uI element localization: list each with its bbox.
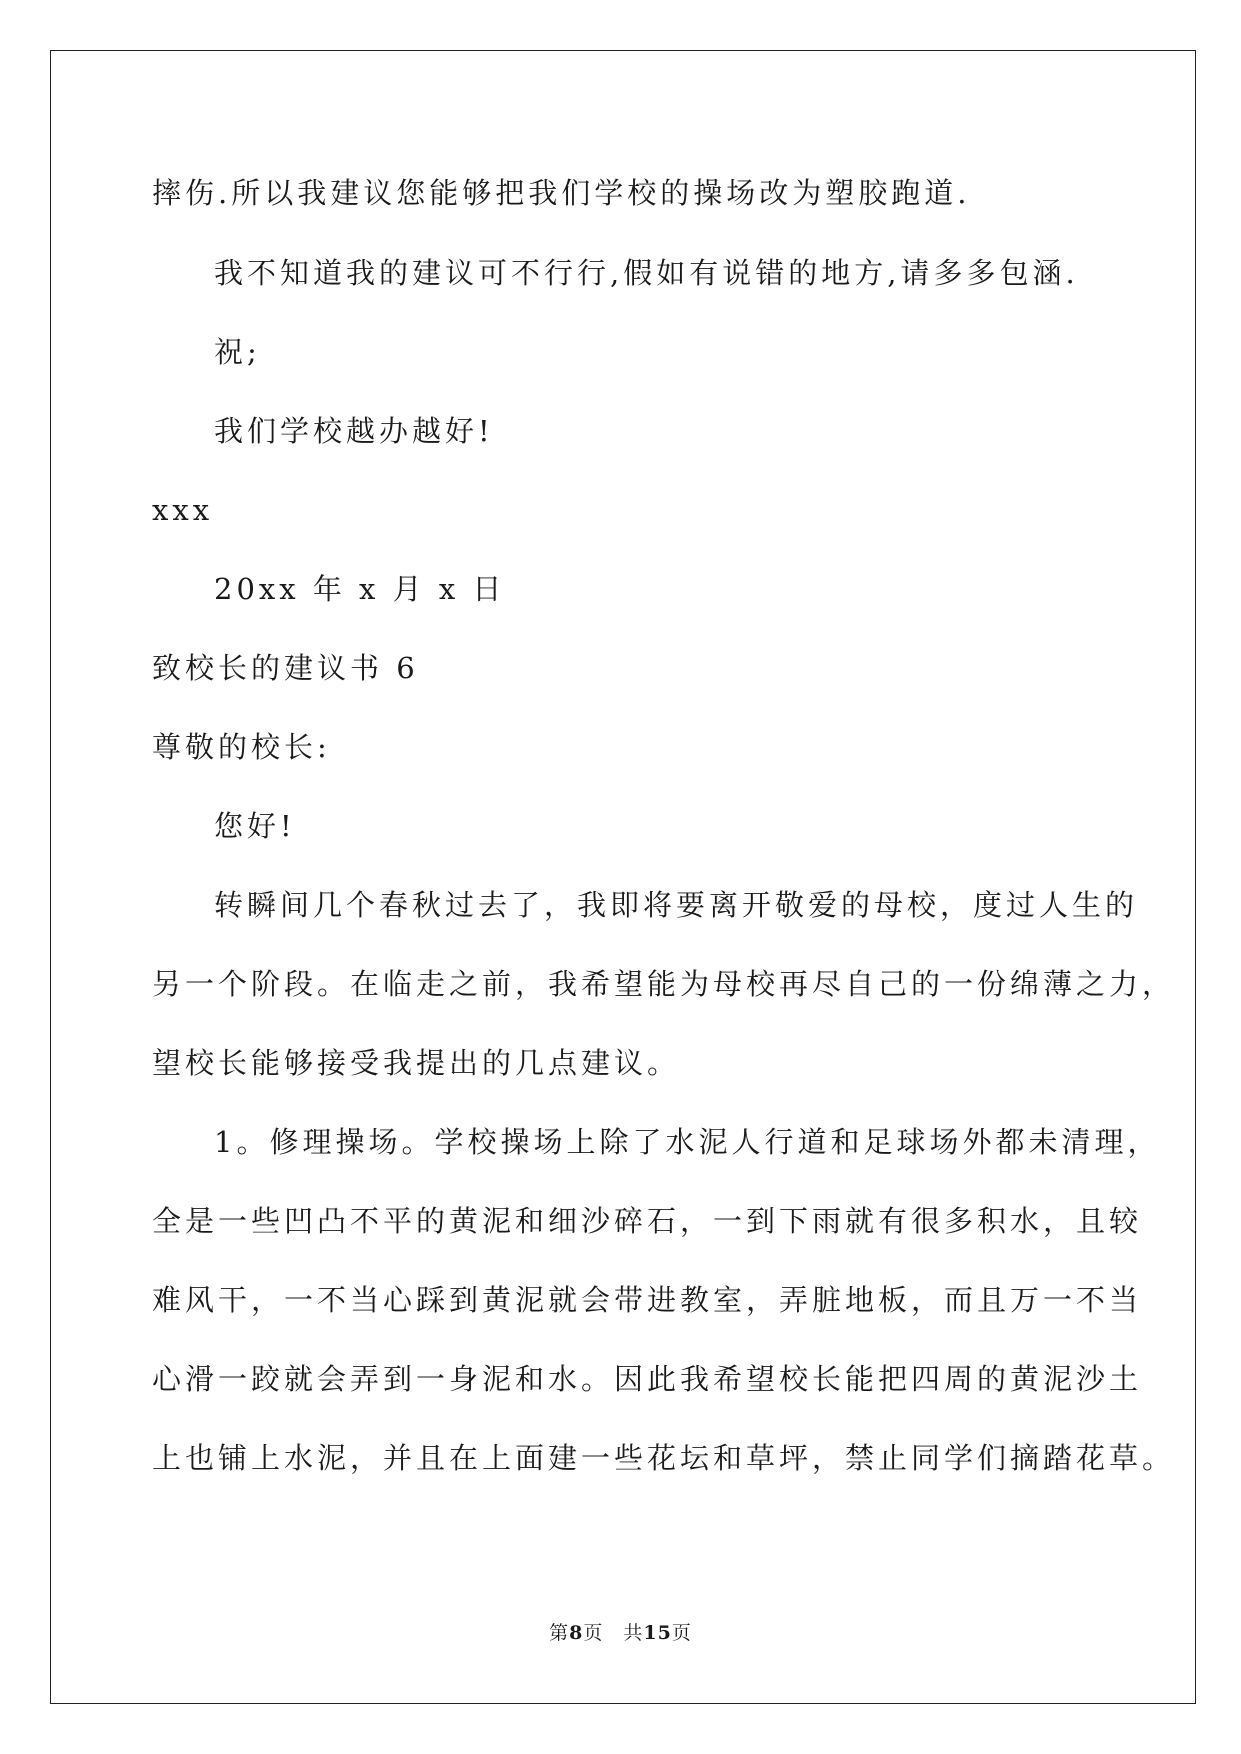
- signature: xxx: [152, 493, 214, 527]
- closing-wish: 祝;: [214, 335, 261, 369]
- paragraph-line: 全是一些凹凸不平的黄泥和细沙碎石，一到下雨就有很多积水，且较: [152, 1204, 1143, 1238]
- body-line-2: 我不知道我的建议可不行行,假如有说错的地方,请多多包涵.: [214, 256, 1079, 290]
- date-line: 20xx 年 x 月 x 日: [214, 572, 506, 606]
- paragraph-line: 心滑一跤就会弄到一身泥和水。因此我希望校长能把四周的黄泥沙土: [152, 1362, 1143, 1396]
- paragraph-line: 转瞬间几个春秋过去了，我即将要离开敬爱的母校，度过人生的: [214, 888, 1139, 922]
- page-footer: [0, 1618, 1241, 1645]
- salutation: 尊敬的校长:: [152, 730, 331, 764]
- paragraph-line: 1。修理操场。学校操场上除了水泥人行道和足球场外都未清理，: [214, 1125, 1161, 1159]
- greeting: 您好!: [214, 809, 296, 843]
- total-pages: 15: [643, 1622, 672, 1644]
- total-suffix: 页: [671, 1622, 692, 1644]
- page-suffix: 页: [583, 1622, 604, 1644]
- body-line-1: 摔伤.所以我建议您能够把我们学校的操场改为塑胶跑道.: [152, 176, 971, 210]
- paragraph-line: 难风干，一不当心踩到黄泥就会带进教室，弄脏地板，而且万一不当: [152, 1283, 1143, 1317]
- paragraph-line: 上也铺上水泥，并且在上面建一些花坛和草坪，禁止同学们摘踏花草。: [152, 1441, 1176, 1475]
- paragraph-line: 另一个阶段。在临走之前，我希望能为母校再尽自己的一份绵薄之力，: [152, 967, 1176, 1001]
- page-number: 8: [569, 1622, 584, 1644]
- section-title: 致校长的建议书 6: [152, 651, 419, 685]
- page-prefix: 第: [549, 1622, 570, 1644]
- paragraph-line: 望校长能够接受我提出的几点建议。: [152, 1046, 681, 1080]
- total-prefix: 共: [623, 1622, 644, 1644]
- closing-wish-text: 我们学校越办越好!: [214, 414, 494, 448]
